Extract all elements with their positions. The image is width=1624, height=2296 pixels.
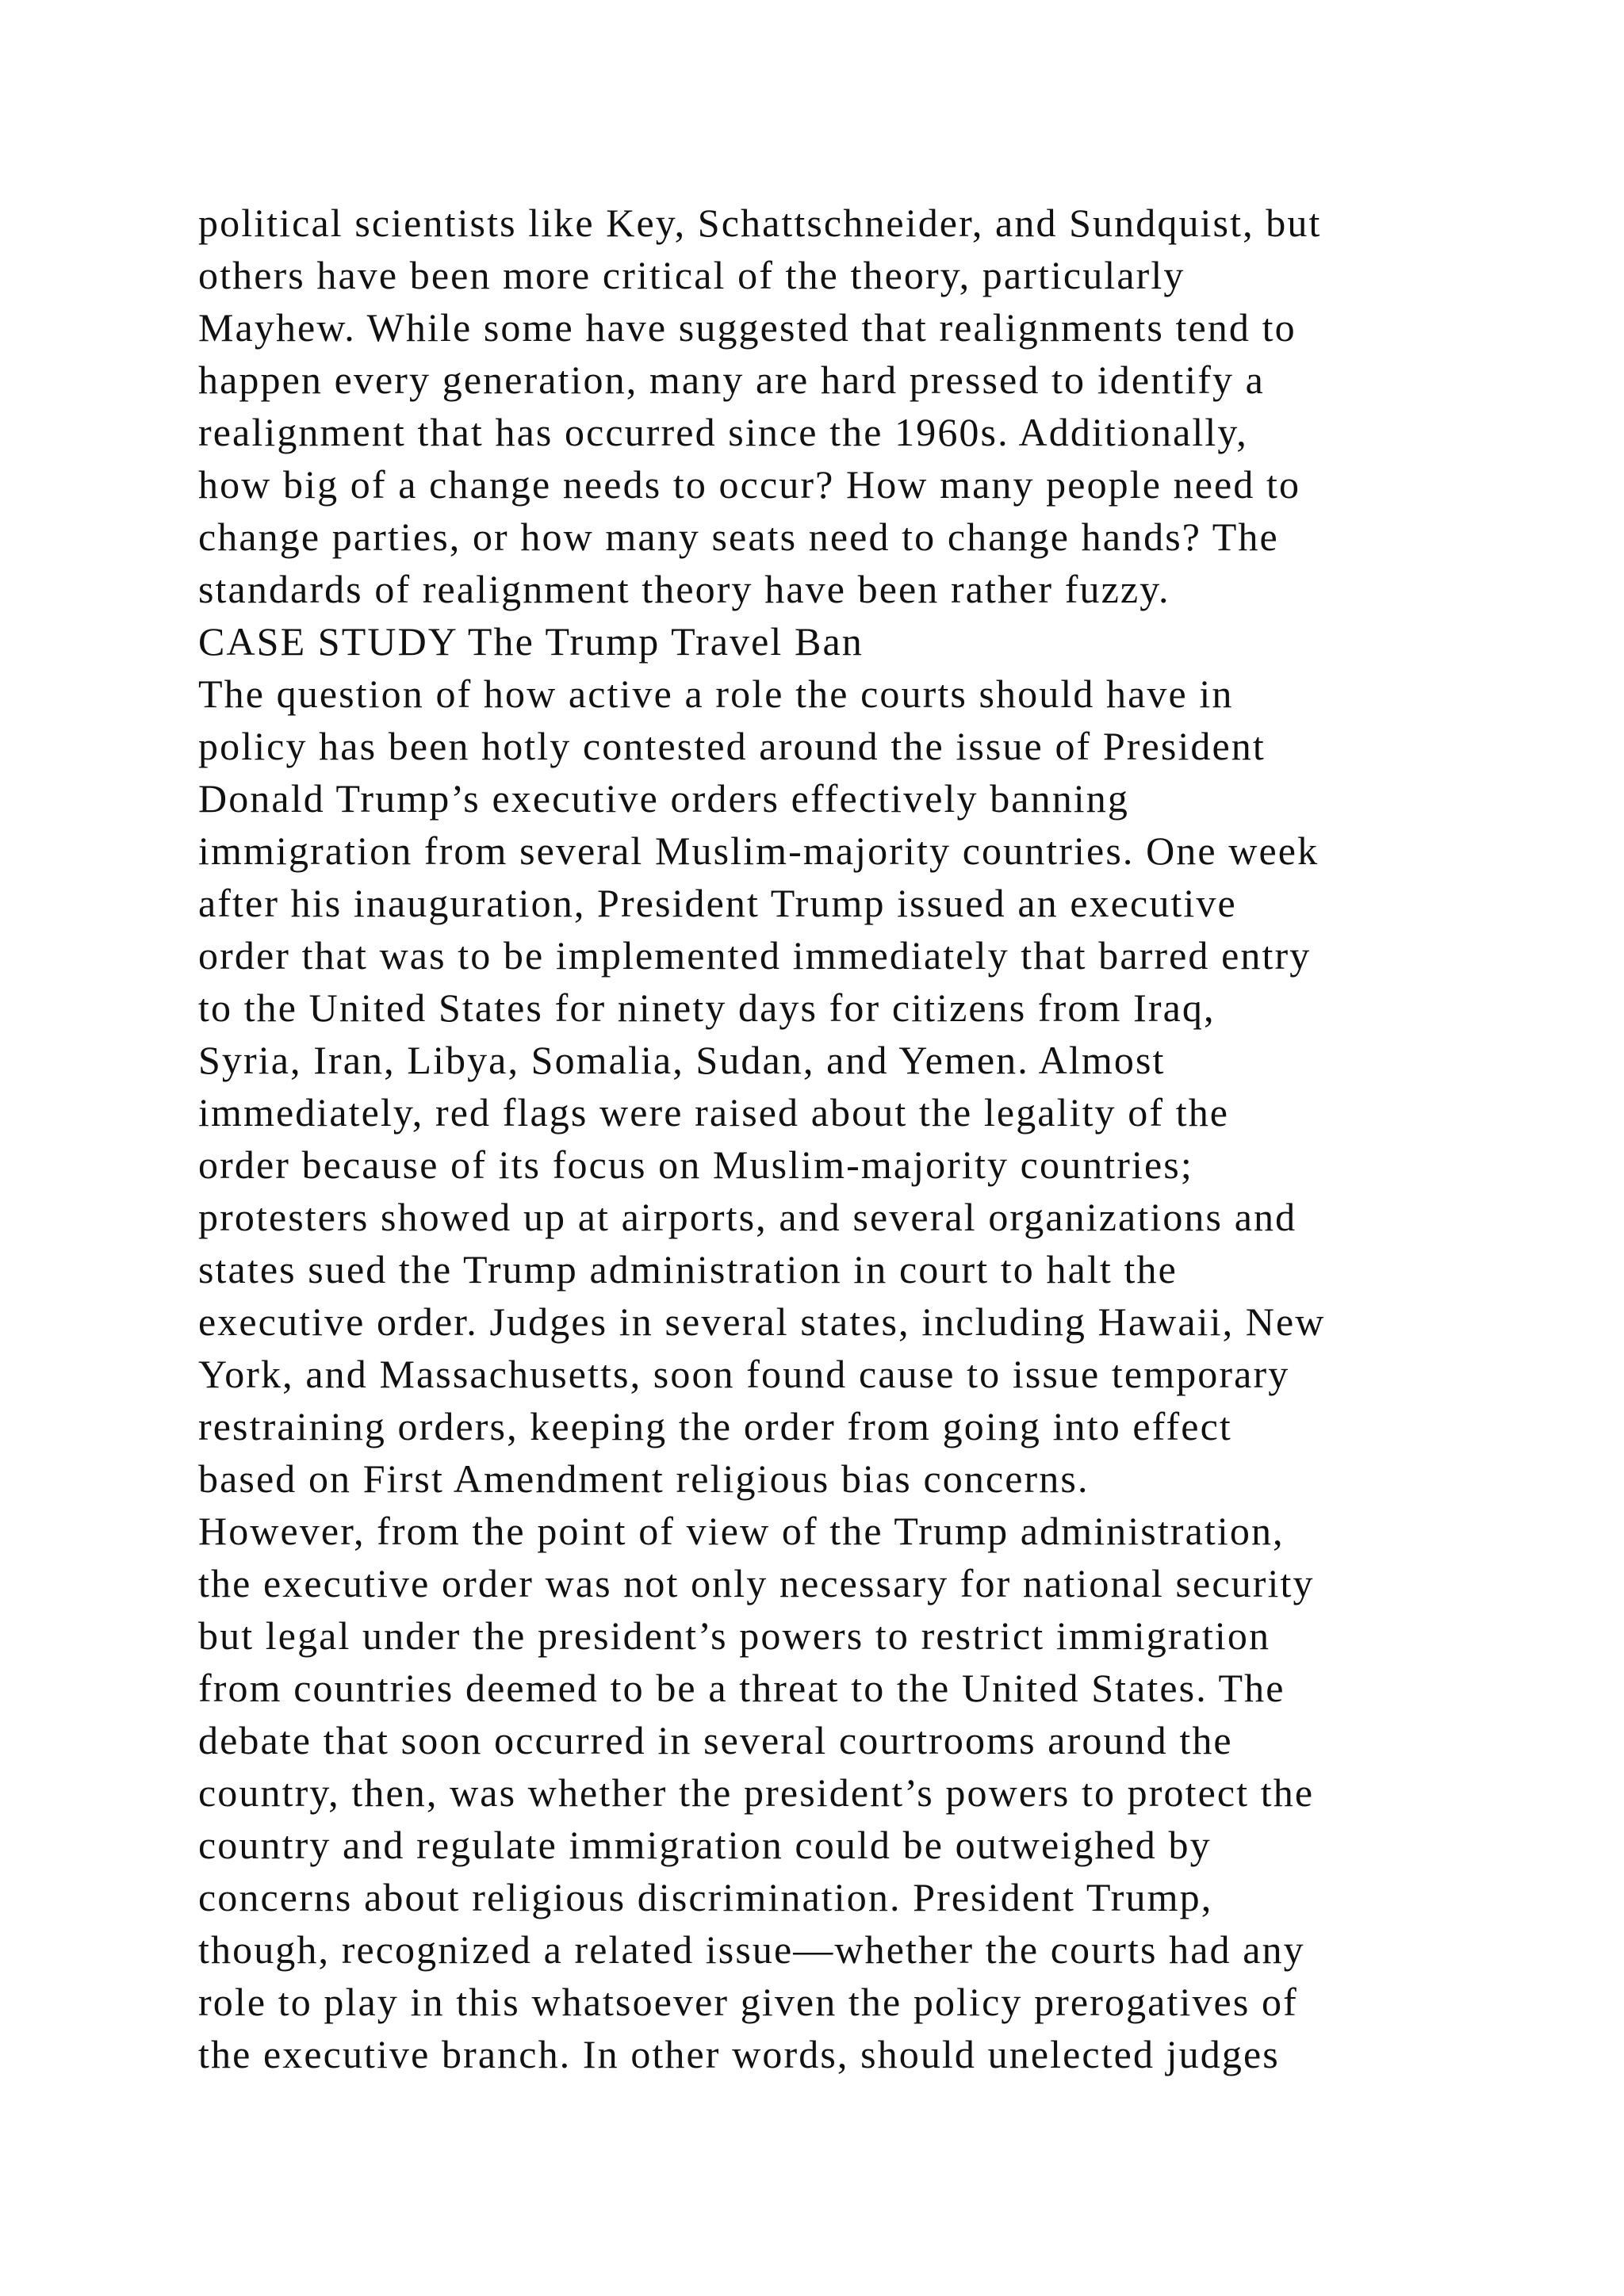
text-line: the executive branch. In other words, should unelected judges — [198, 2032, 1280, 2076]
text-line: realignment that has occurred since the 1960s. Additionally, — [198, 410, 1248, 454]
text-line: based on First Amendment religious bias concerns. — [198, 1456, 1090, 1501]
text-line: Syria, Iran, Libya, Somalia, Sudan, and Yemen. Almost — [198, 1038, 1166, 1082]
text-line: protesters showed up at airports, and several organizations and — [198, 1195, 1297, 1239]
text-line: how big of a change needs to occur? How many people need to — [198, 462, 1301, 507]
text-line: political scientists like Key, Schattschneider, and Sundquist, but — [198, 201, 1322, 245]
text-line: to the United States for ninety days for citizens from Iraq, — [198, 985, 1216, 1030]
text-line: the executive order was not only necessary for national security — [198, 1561, 1315, 1605]
section-heading: CASE STUDY The Trump Travel Ban — [198, 619, 864, 664]
text-line: but legal under the president’s powers to restrict immigration — [198, 1613, 1271, 1658]
text-line: change parties, or how many seats need to change hands? The — [198, 515, 1279, 559]
text-line: restraining orders, keeping the order from going into effect — [198, 1404, 1232, 1448]
text-line: though, recognized a related issue—whether the courts had any — [198, 1927, 1305, 1972]
text-line: others have been more critical of the theory, particularly — [198, 253, 1185, 297]
text-line: country, then, was whether the president’s powers to protect the — [198, 1770, 1315, 1815]
text-line: Mayhew. While some have suggested that realignments tend to — [198, 305, 1297, 350]
text-line: states sued the Trump administration in court to halt the — [198, 1247, 1178, 1292]
text-line: country and regulate immigration could be outweighed by — [198, 1823, 1212, 1867]
text-line: from countries deemed to be a threat to the United States. The — [198, 1666, 1285, 1710]
text-line: happen every generation, many are hard pressed to identify a — [198, 358, 1265, 402]
text-line: immediately, red flags were raised about the legality of the — [198, 1090, 1230, 1135]
text-line: order because of its focus on Muslim-majority countries; — [198, 1142, 1193, 1187]
body-text — [198, 197, 1483, 2080]
text-line: policy has been hotly contested around the issue of President — [198, 724, 1266, 768]
text-line: concerns about religious discrimination. President Trump, — [198, 1875, 1213, 1919]
text-line: after his inauguration, President Trump issued an executive — [198, 881, 1237, 925]
text-line: York, and Massachusetts, soon found cause to issue temporary — [198, 1352, 1290, 1396]
text-line: Donald Trump’s executive orders effectively banning — [198, 776, 1129, 821]
text-line: debate that soon occurred in several courtrooms around the — [198, 1718, 1233, 1762]
text-line: standards of realignment theory have been rather fuzzy. — [198, 567, 1170, 611]
text-line: However, from the point of view of the Trump administration, — [198, 1509, 1285, 1553]
text-line: executive order. Judges in several states, including Hawaii, New — [198, 1299, 1326, 1344]
text-line: immigration from several Muslim-majority countries. One week — [198, 828, 1320, 873]
text-line: role to play in this whatsoever given the policy prerogatives of — [198, 1980, 1298, 2024]
text-line: order that was to be implemented immediately that barred entry — [198, 933, 1312, 978]
text-line: The question of how active a role the courts should have in — [198, 672, 1234, 716]
